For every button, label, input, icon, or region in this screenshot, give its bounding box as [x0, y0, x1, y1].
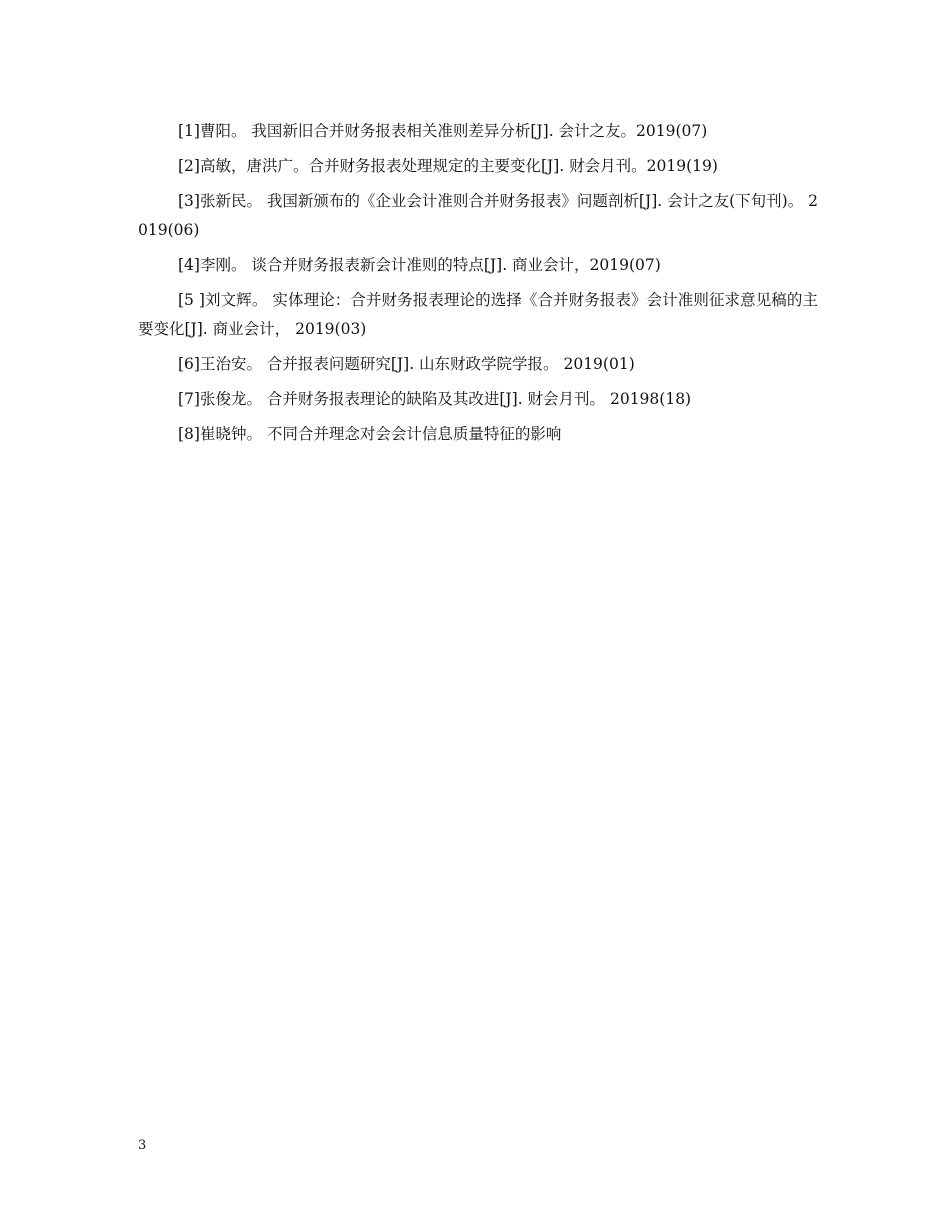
reference-list — [138, 117, 818, 455]
reference-item-8: [8]崔晓钟。 不同合并理念对会会计信息质量特征的影响 — [178, 425, 562, 443]
reference-item-1: [1]曹阳。 我国新旧合并财务报表相关准则差异分析[J]. 会计之友。2019(07) — [178, 122, 708, 140]
reference-item-5: [5 ]刘文辉。 实体理论：合并财务报表理论的选择《合并财务报表》会计准则征求意见稿的主要变化[J]. 商业会计， 2019(03) — [138, 291, 818, 338]
page-number: 3 — [138, 1138, 147, 1153]
reference-item-6: [6]王治安。 合并报表问题研究[J]. 山东财政学院学报。 2019(01) — [178, 355, 635, 373]
reference-item-3: [3]张新民。 我国新颁布的《企业会计准则合并财务报表》问题剖析[J]. 会计之友(下旬刊)。 2019(06) — [138, 192, 818, 239]
reference-item-4: [4]李刚。 谈合并财务报表新会计准则的特点[J]. 商业会计，2019(07) — [178, 256, 661, 274]
reference-item-2: [2]高敏，唐洪广。合并财务报表处理规定的主要变化[J]. 财会月刊。2019(19) — [178, 157, 718, 175]
reference-item-7: [7]张俊龙。 合并财务报表理论的缺陷及其改进[J]. 财会月刊。 20198(18) — [178, 390, 692, 408]
